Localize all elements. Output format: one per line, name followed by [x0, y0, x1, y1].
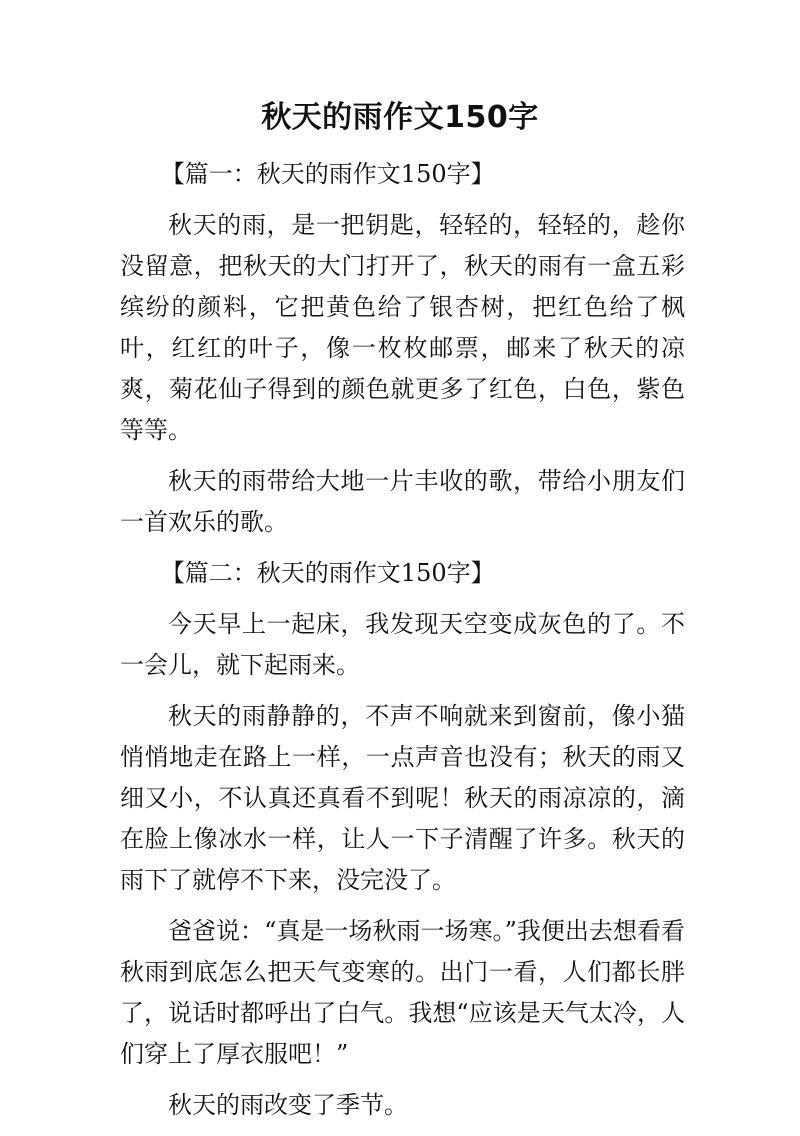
paragraph: 秋天的雨改变了季节。 — [168, 1091, 408, 1119]
section-heading-1: 【篇一：秋天的雨作文150字】 — [160, 160, 495, 188]
paragraph: 秋天的雨带给大地一片丰收的歌，带给小朋友们一首欢乐的歌。 — [120, 467, 685, 536]
paragraph: 爸爸说：“真是一场秋雨一场寒。”我便出去想看看秋雨到底怎么把天气变寒的。出门一看，人们都长胖了，说话时都呼出了白气。我想“应该是天气太冷，人们穿上了厚衣服吧！” — [120, 917, 685, 1068]
page-title: 秋天的雨作文150字 — [261, 100, 539, 135]
document-body — [120, 154, 685, 1136]
paragraph: 今天早上一起床，我发现天空变成灰色的了。不一会儿，就下起雨来。 — [120, 610, 685, 679]
paragraph: 秋天的雨静静的，不声不响就来到窗前，像小猫悄悄地走在路上一样，一点声音也没有；秋天的雨又细又小，不认真还真看不到呢！秋天的雨凉凉的，滴在脸上像冰水一样，让人一下子清醒了许多。秋天的雨下了就停不下来，没完没了。 — [120, 702, 685, 894]
section-heading-2: 【篇二：秋天的雨作文150字】 — [160, 559, 495, 587]
paragraph: 秋天的雨，是一把钥匙，轻轻的，轻轻的，趁你没留意，把秋天的大门打开了，秋天的雨有一盒五彩缤纷的颜料，它把黄色给了银杏树，把红色给了枫叶，红红的叶子，像一枚枚邮票，邮来了秋天的凉爽，菊花仙子得到的颜色就更多了红色，白色，紫色等等。 — [120, 211, 685, 444]
